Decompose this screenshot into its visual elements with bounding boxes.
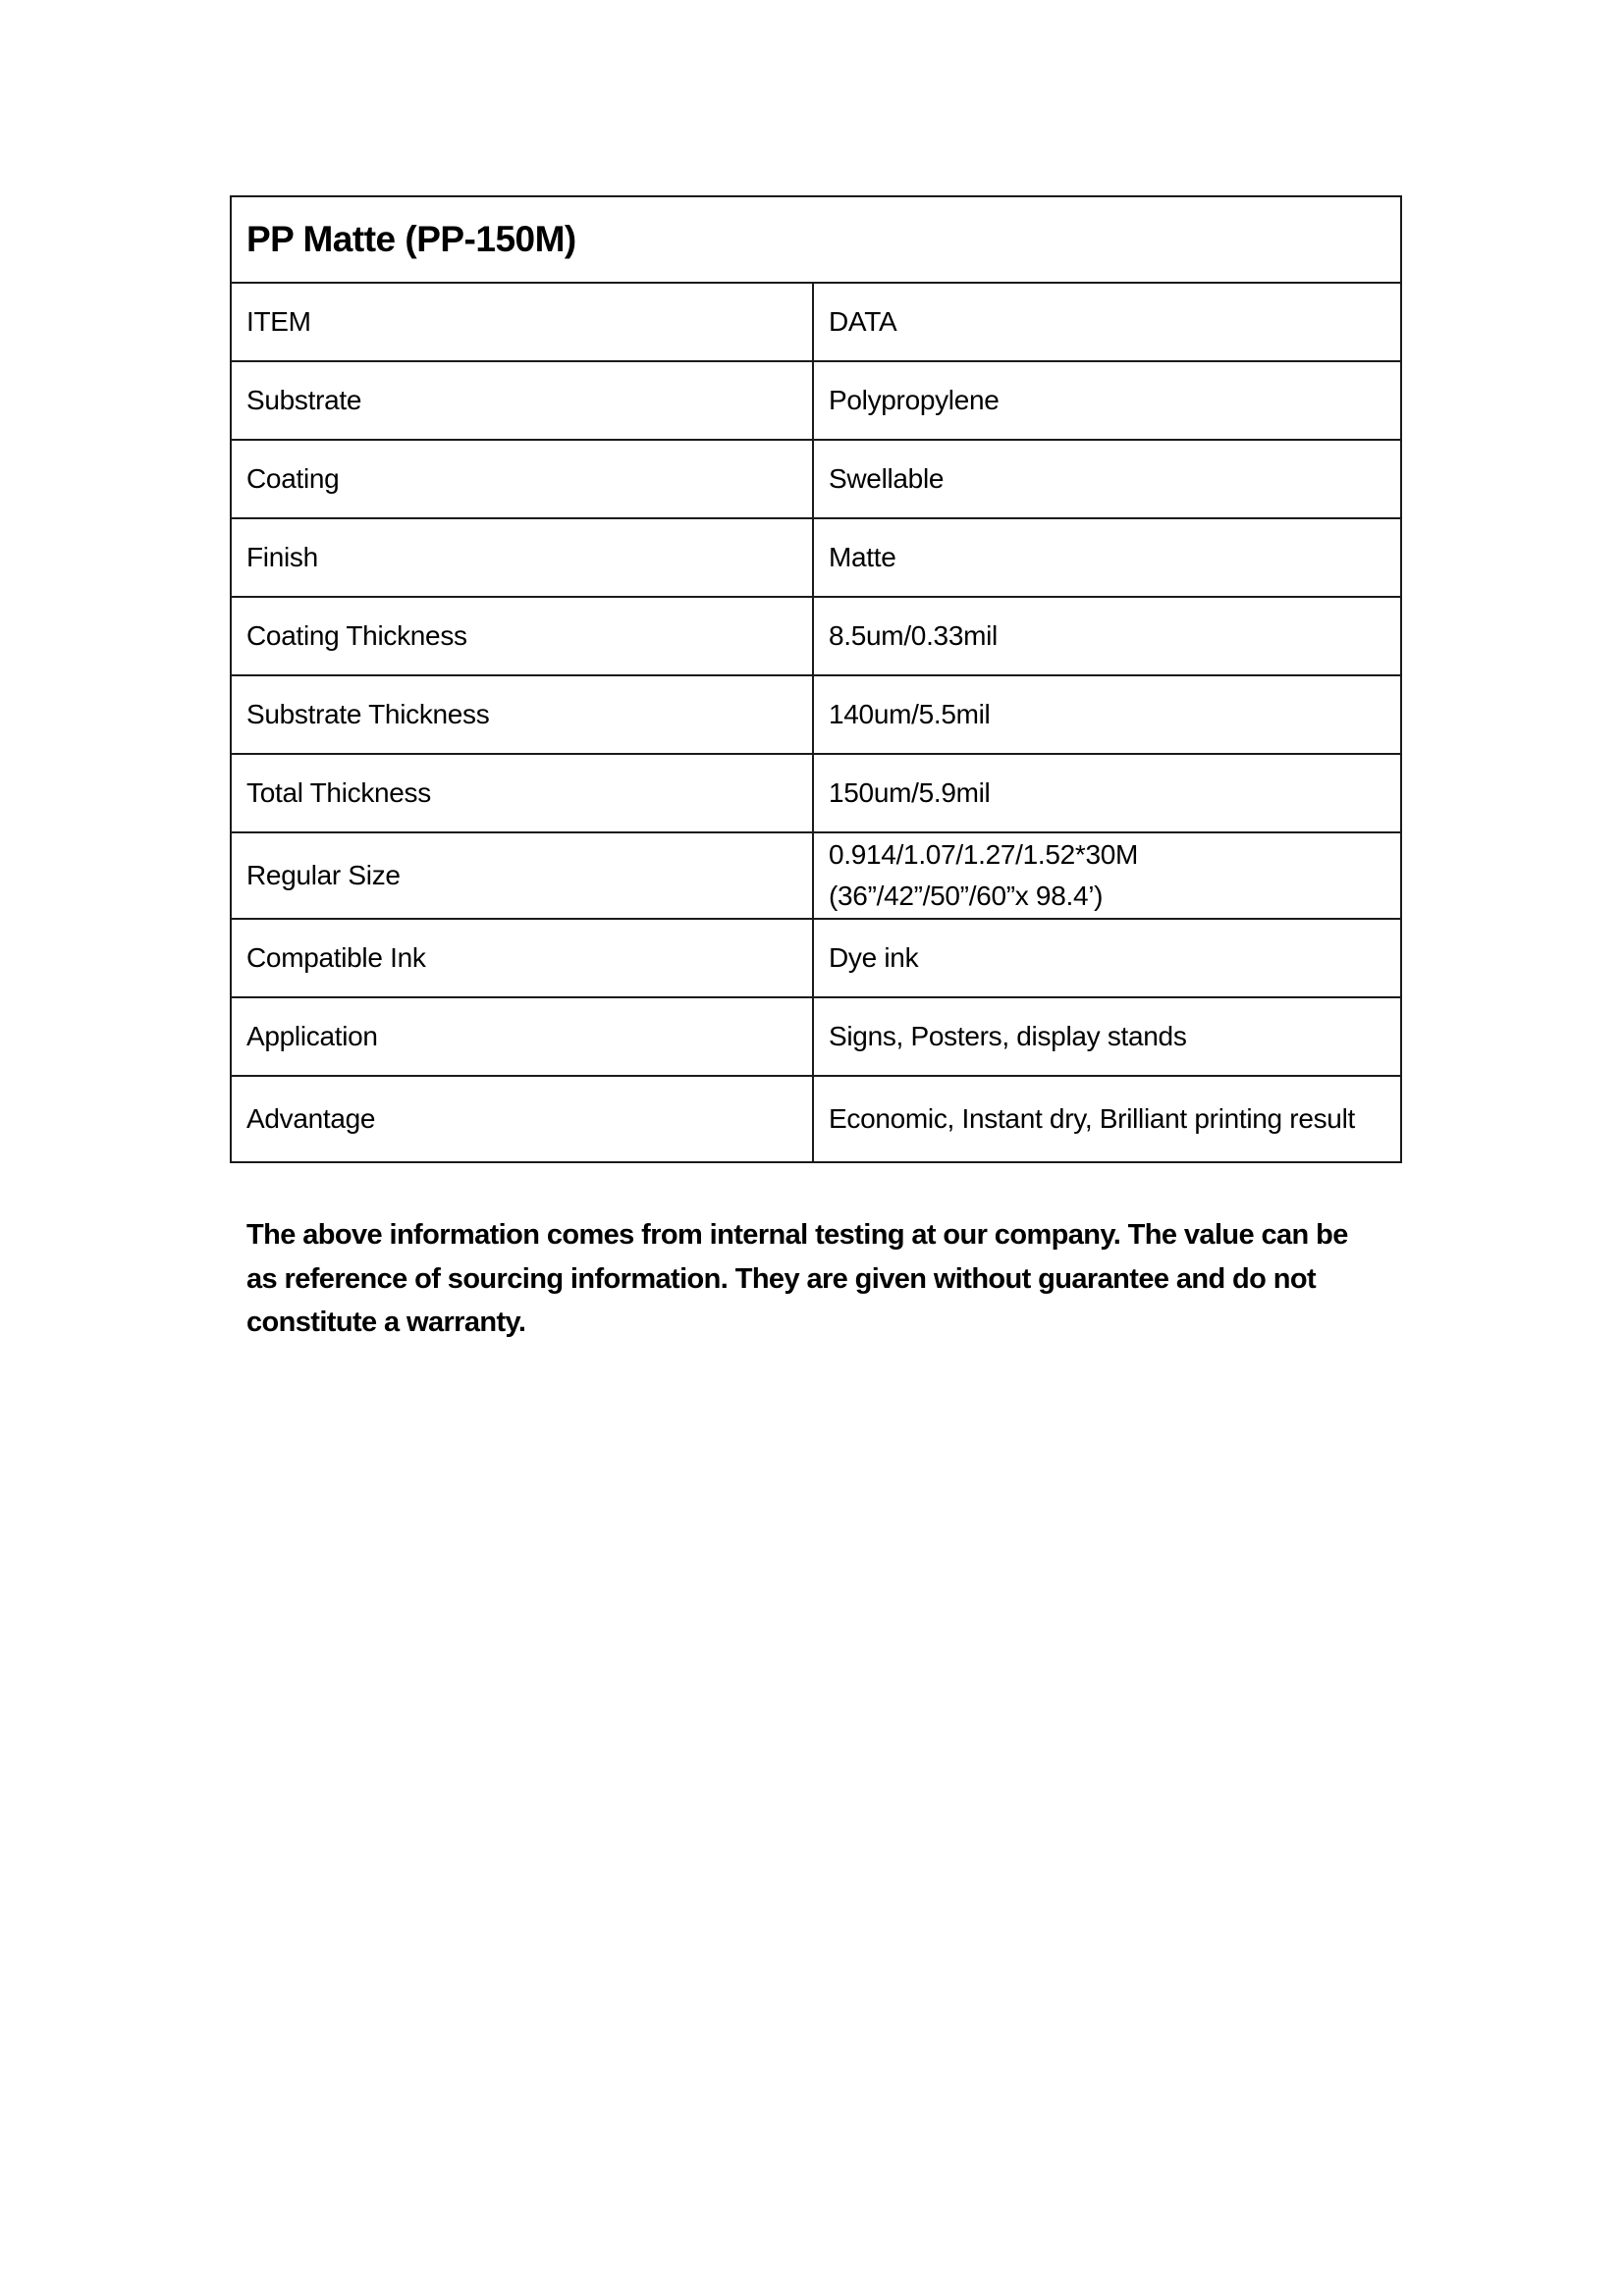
row-label: Regular Size — [231, 832, 813, 919]
table-row — [231, 754, 1401, 832]
row-label: Application — [231, 997, 813, 1076]
row-label: Finish — [231, 518, 813, 597]
spec-table — [230, 195, 1402, 1163]
row-value-line: (36”/42”/50”/60”x 98.4’) — [829, 881, 1104, 911]
row-label: Coating — [231, 440, 813, 518]
row-value: Swellable — [813, 440, 1401, 518]
table-row — [231, 675, 1401, 754]
row-label: Substrate Thickness — [231, 675, 813, 754]
table-header-row — [231, 283, 1401, 361]
row-value — [813, 832, 1401, 919]
row-value: Signs, Posters, display stands — [813, 997, 1401, 1076]
table-row — [231, 597, 1401, 675]
table-row — [231, 518, 1401, 597]
table-row — [231, 832, 1401, 919]
table-row — [231, 440, 1401, 518]
row-value: 140um/5.5mil — [813, 675, 1401, 754]
row-label: Total Thickness — [231, 754, 813, 832]
row-value: 8.5um/0.33mil — [813, 597, 1401, 675]
disclaimer-note: The above information comes from internal testing at our company. The value can be as reference of sourcing information. They are given without guarantee and do not constitute a warranty. — [246, 1219, 1348, 1338]
column-header-item: ITEM — [231, 283, 813, 361]
row-value-line: 0.914/1.07/1.27/1.52*30M — [829, 839, 1139, 870]
row-label: Compatible Ink — [231, 919, 813, 997]
row-label: Advantage — [231, 1076, 813, 1162]
row-value: Economic, Instant dry, Brilliant printing result — [813, 1076, 1401, 1162]
table-row — [231, 361, 1401, 440]
table-row — [231, 919, 1401, 997]
row-value: 150um/5.9mil — [813, 754, 1401, 832]
row-value: Matte — [813, 518, 1401, 597]
row-label: Coating Thickness — [231, 597, 813, 675]
table-row — [231, 1076, 1401, 1162]
row-value: Polypropylene — [813, 361, 1401, 440]
row-label: Substrate — [231, 361, 813, 440]
table-title-row — [231, 196, 1401, 283]
table-row — [231, 997, 1401, 1076]
column-header-data: DATA — [813, 283, 1401, 361]
product-title: PP Matte (PP-150M) — [231, 196, 1401, 283]
row-value: Dye ink — [813, 919, 1401, 997]
